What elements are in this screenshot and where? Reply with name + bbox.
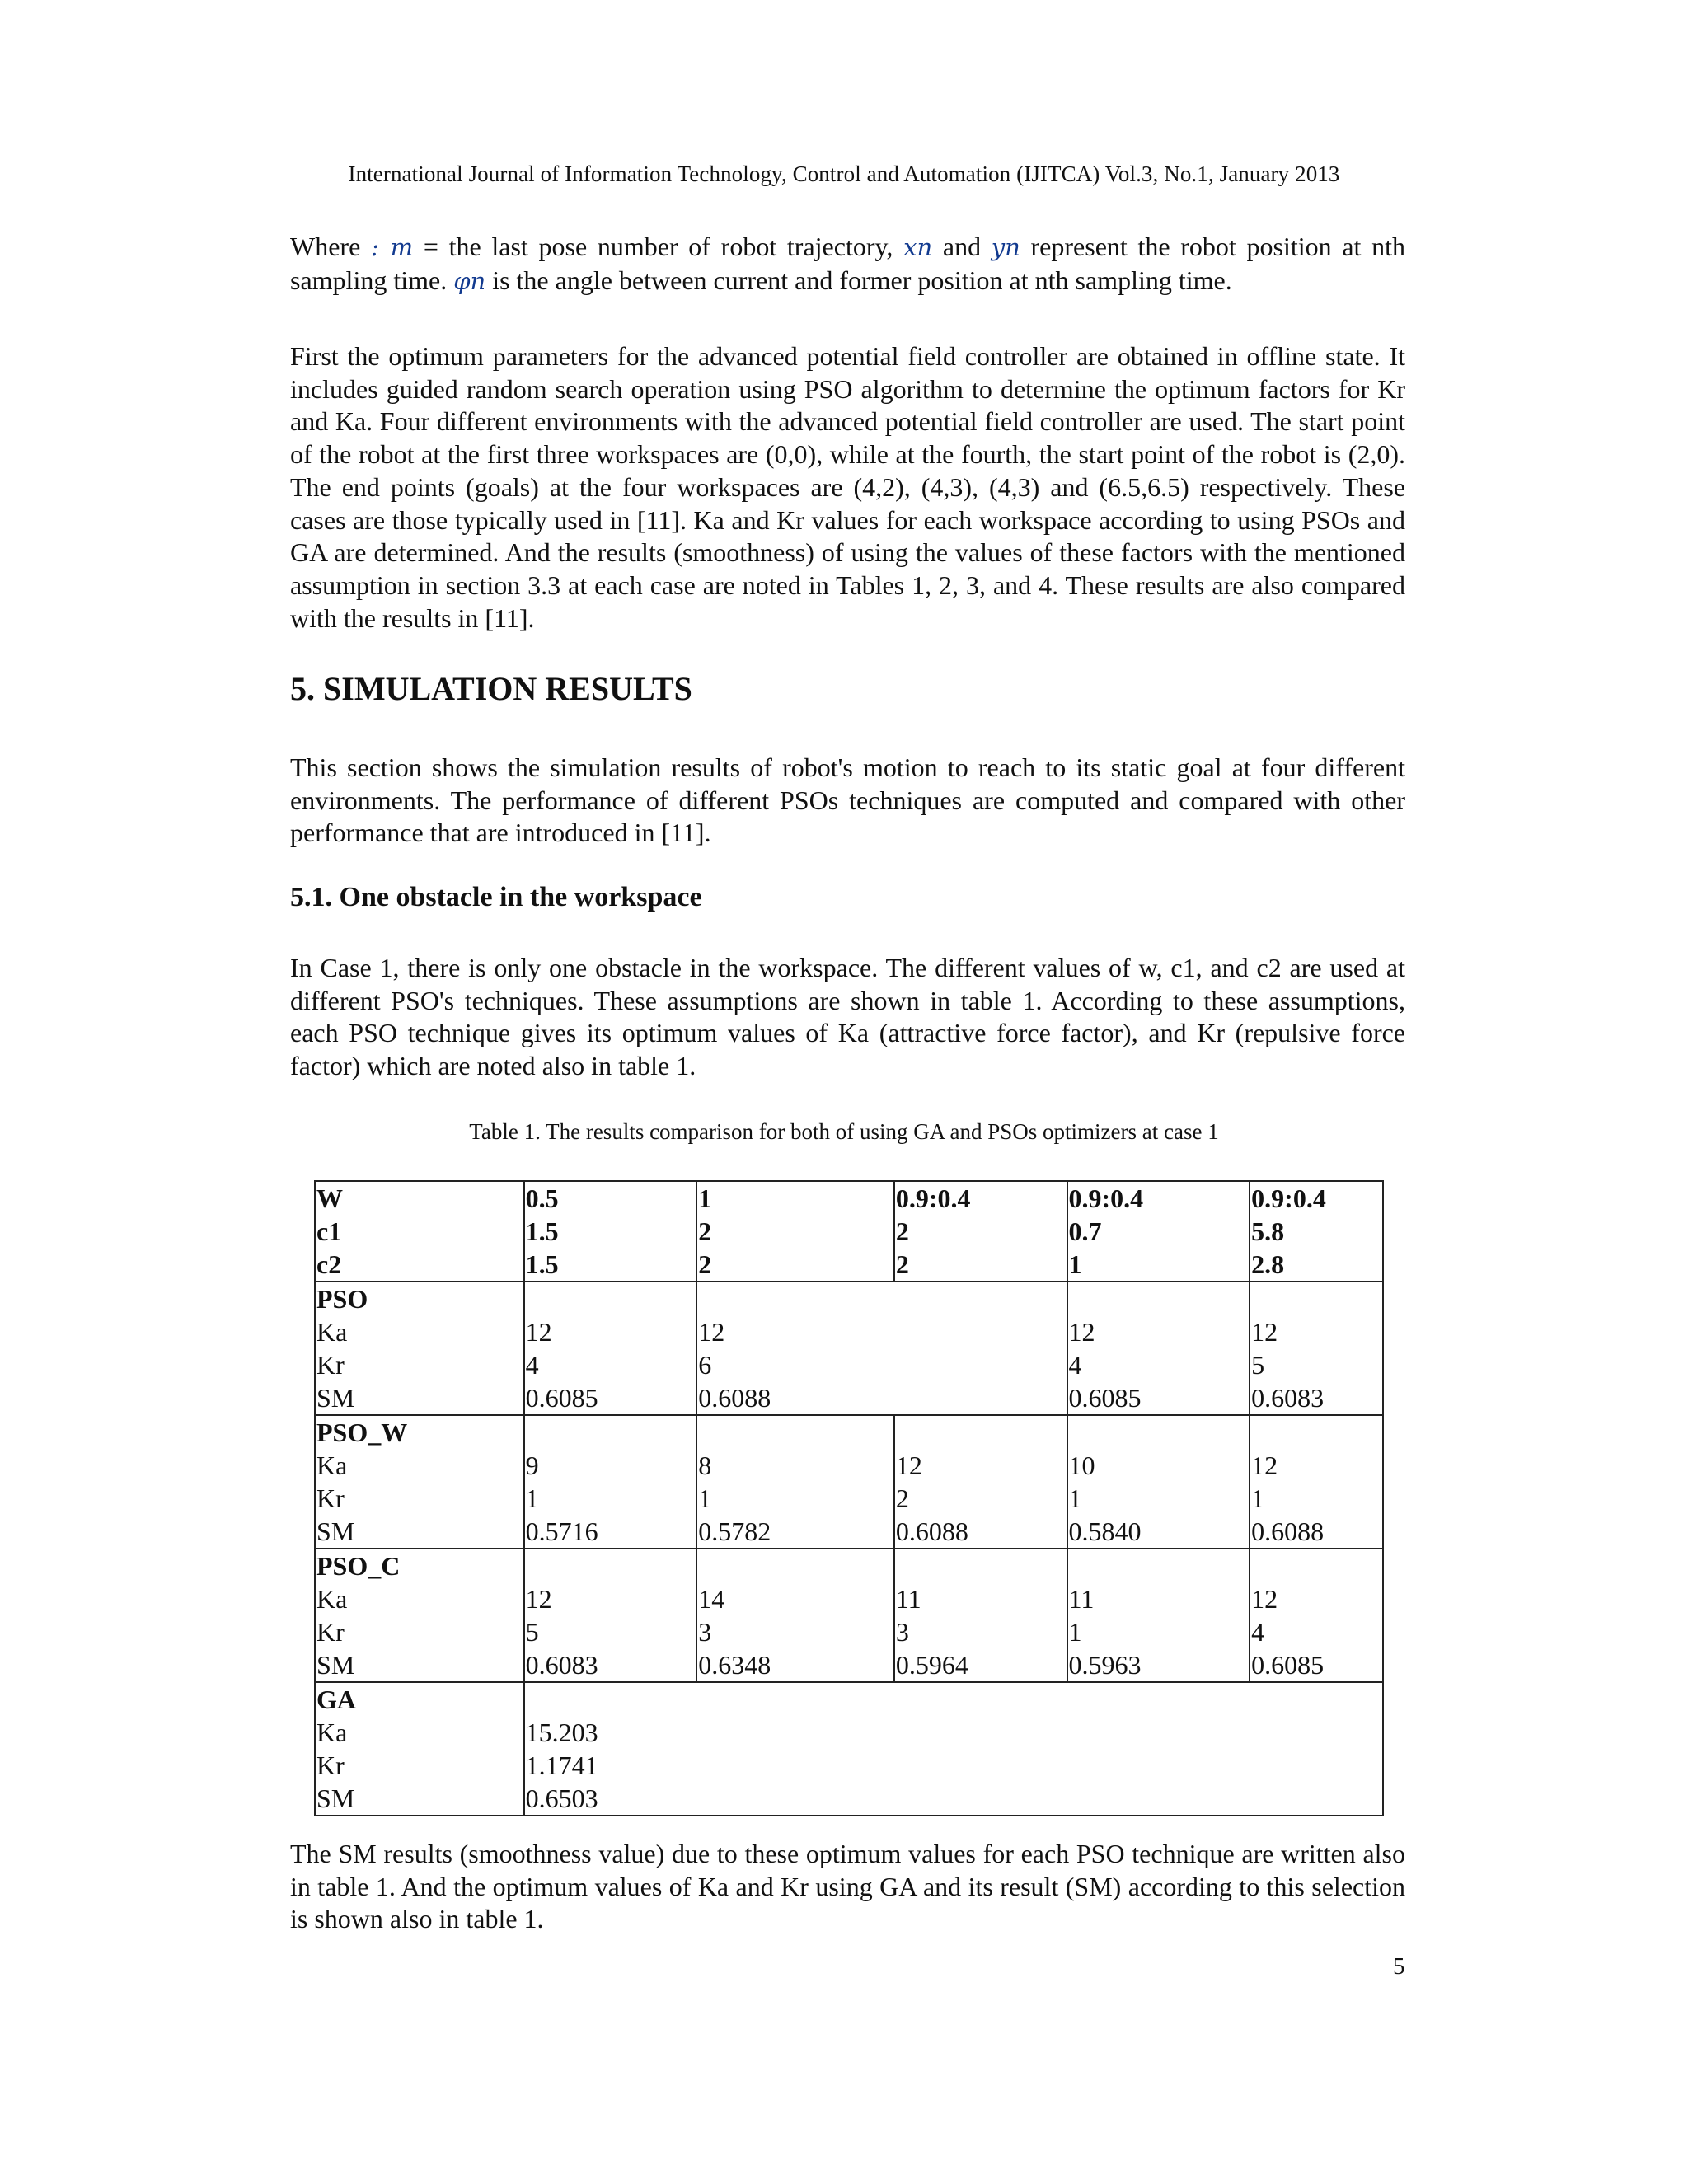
paragraph-where (290, 231, 1405, 298)
results-table (314, 1180, 1384, 1816)
value-cell (696, 1415, 894, 1549)
cell-values: 8 1 0.5782 (698, 1451, 771, 1546)
text-run: and (932, 232, 992, 261)
text-run: Where (290, 232, 371, 261)
param-cell: 0.9:0.4 5.8 2.8 (1250, 1181, 1383, 1282)
value-cell (524, 1682, 1383, 1816)
value-cell (1067, 1415, 1250, 1549)
value-cell (1067, 1282, 1250, 1415)
value-cell (894, 1415, 1067, 1549)
journal-header: International Journal of Information Technology, Control and Automation (IJITCA) Vol.3, No.1, January 2013 (348, 162, 1340, 186)
row-labels: Ka Kr SM (316, 1317, 355, 1413)
paragraph-section-intro: This section shows the simulation results of robot's motion to reach to its static goal at four different environments. The performance of different PSOs techniques are computed and compared with other performance that are introduced in [11]. (290, 752, 1405, 848)
cell-values: 12 5 0.6083 (525, 1584, 598, 1680)
table-row-parameters (315, 1181, 1383, 1282)
cell-values: 12 4 0.6085 (1251, 1584, 1325, 1680)
subsection-title: 5.1. One obstacle in the workspace (290, 882, 702, 912)
cell-values: 12 6 0.6088 (698, 1317, 771, 1413)
yn-symbol: yn (991, 233, 1020, 261)
group-name: PSO (316, 1284, 368, 1314)
value-cell (1250, 1282, 1383, 1415)
param-cell: 1 2 2 (696, 1181, 894, 1282)
cell-values: 10 1 0.5840 (1068, 1451, 1142, 1546)
cell-values: 15.203 1.1741 0.6503 (525, 1718, 598, 1813)
table-caption: Table 1. The results comparison for both of using GA and PSOs optimizers at case 1 (469, 1119, 1219, 1144)
cell-values: 9 1 0.5716 (525, 1451, 598, 1546)
value-cell (1250, 1549, 1383, 1682)
page-number: 5 (1393, 1953, 1405, 1980)
value-cell (1067, 1549, 1250, 1682)
value-cell (696, 1282, 1067, 1415)
phi-symbol: φn (453, 266, 486, 295)
cell-values: 12 1 0.6088 (1251, 1451, 1325, 1546)
group-label-cell (315, 1682, 524, 1816)
group-label-cell (315, 1549, 524, 1682)
param-labels-cell: W c1 c2 (315, 1181, 524, 1282)
param-cell: 0.9:0.4 2 2 (894, 1181, 1067, 1282)
cell-values: 11 1 0.5963 (1068, 1584, 1142, 1680)
section-title: 5. SIMULATION RESULTS (290, 670, 692, 707)
value-cell (1250, 1415, 1383, 1549)
value-cell (696, 1549, 894, 1682)
cell-values: 12 5 0.6083 (1251, 1317, 1325, 1413)
text-run: represent the robot position at nth sampling time. (290, 232, 1406, 295)
row-labels: Ka Kr SM (316, 1584, 355, 1680)
value-cell (524, 1415, 697, 1549)
param-cell: 0.5 1.5 1.5 (524, 1181, 697, 1282)
row-labels: Ka Kr SM (316, 1451, 355, 1546)
paragraph-sm-results: The SM results (smoothness value) due to these optimum values for each PSO technique are written also in table 1. And the optimum values of Ka and Kr using GA and its result (SM) according to this selection is shown also in table 1. (290, 1839, 1405, 1934)
table-row-ga (315, 1682, 1383, 1816)
group-name: PSO_W (316, 1418, 408, 1447)
table-row-pso-w (315, 1415, 1383, 1549)
text-run: is the angle between current and former position at nth sampling time. (485, 265, 1232, 295)
table-row-pso-c (315, 1549, 1383, 1682)
table-row-pso (315, 1282, 1383, 1415)
cell-values: 12 4 0.6085 (525, 1317, 598, 1413)
group-name: GA (316, 1685, 356, 1714)
cell-values: 11 3 0.5964 (895, 1584, 968, 1680)
m-symbol: : m (370, 233, 414, 261)
cell-values: 12 2 0.6088 (895, 1451, 968, 1546)
cell-values: 12 4 0.6085 (1068, 1317, 1142, 1413)
paragraph-case1: In Case 1, there is only one obstacle in the workspace. The different values of w, c1, and c2 are used at different PSO's techniques. These assumptions are shown in table 1. According to these assumptions, each PSO technique gives its optimum values of Ka (attractive force factor), and Kr (repulsive force factor) which are noted also in table 1. (290, 953, 1405, 1081)
paragraph-optimum-parameters: First the optimum parameters for the advanced potential field controller are obtained in offline state. It includes guided random search operation using PSO algorithm to determine the optimum factors for Kr and Ka. Four different environments with the advanced potential field controller are used. The start point of the robot at the first three workspaces are (0,0), while at the fourth, the start point of the robot is (2,0). The end points (goals) at the four workspaces are (4,2), (4,3), (4,3) and (6.5,6.5) respectively. These cases are those typically used in [11]. Ka and Kr values for each workspace according to using PSOs and GA are determined. And the results (smoothness) of using the values of these factors with the mentioned assumption in section 3.3 at each case are noted in Tables 1, 2, 3, and 4. These results are also compared with the results in [11]. (290, 341, 1405, 633)
cell-values: 14 3 0.6348 (698, 1584, 771, 1680)
group-name: PSO_C (316, 1551, 401, 1581)
row-labels: Ka Kr SM (316, 1718, 355, 1813)
xn-symbol: xn (903, 233, 933, 261)
text-run: = the last pose number of robot trajectory, (413, 232, 904, 261)
value-cell (524, 1282, 697, 1415)
group-label-cell (315, 1415, 524, 1549)
value-cell (894, 1549, 1067, 1682)
param-cell: 0.9:0.4 0.7 1 (1067, 1181, 1250, 1282)
value-cell (524, 1549, 697, 1682)
group-label-cell (315, 1282, 524, 1415)
